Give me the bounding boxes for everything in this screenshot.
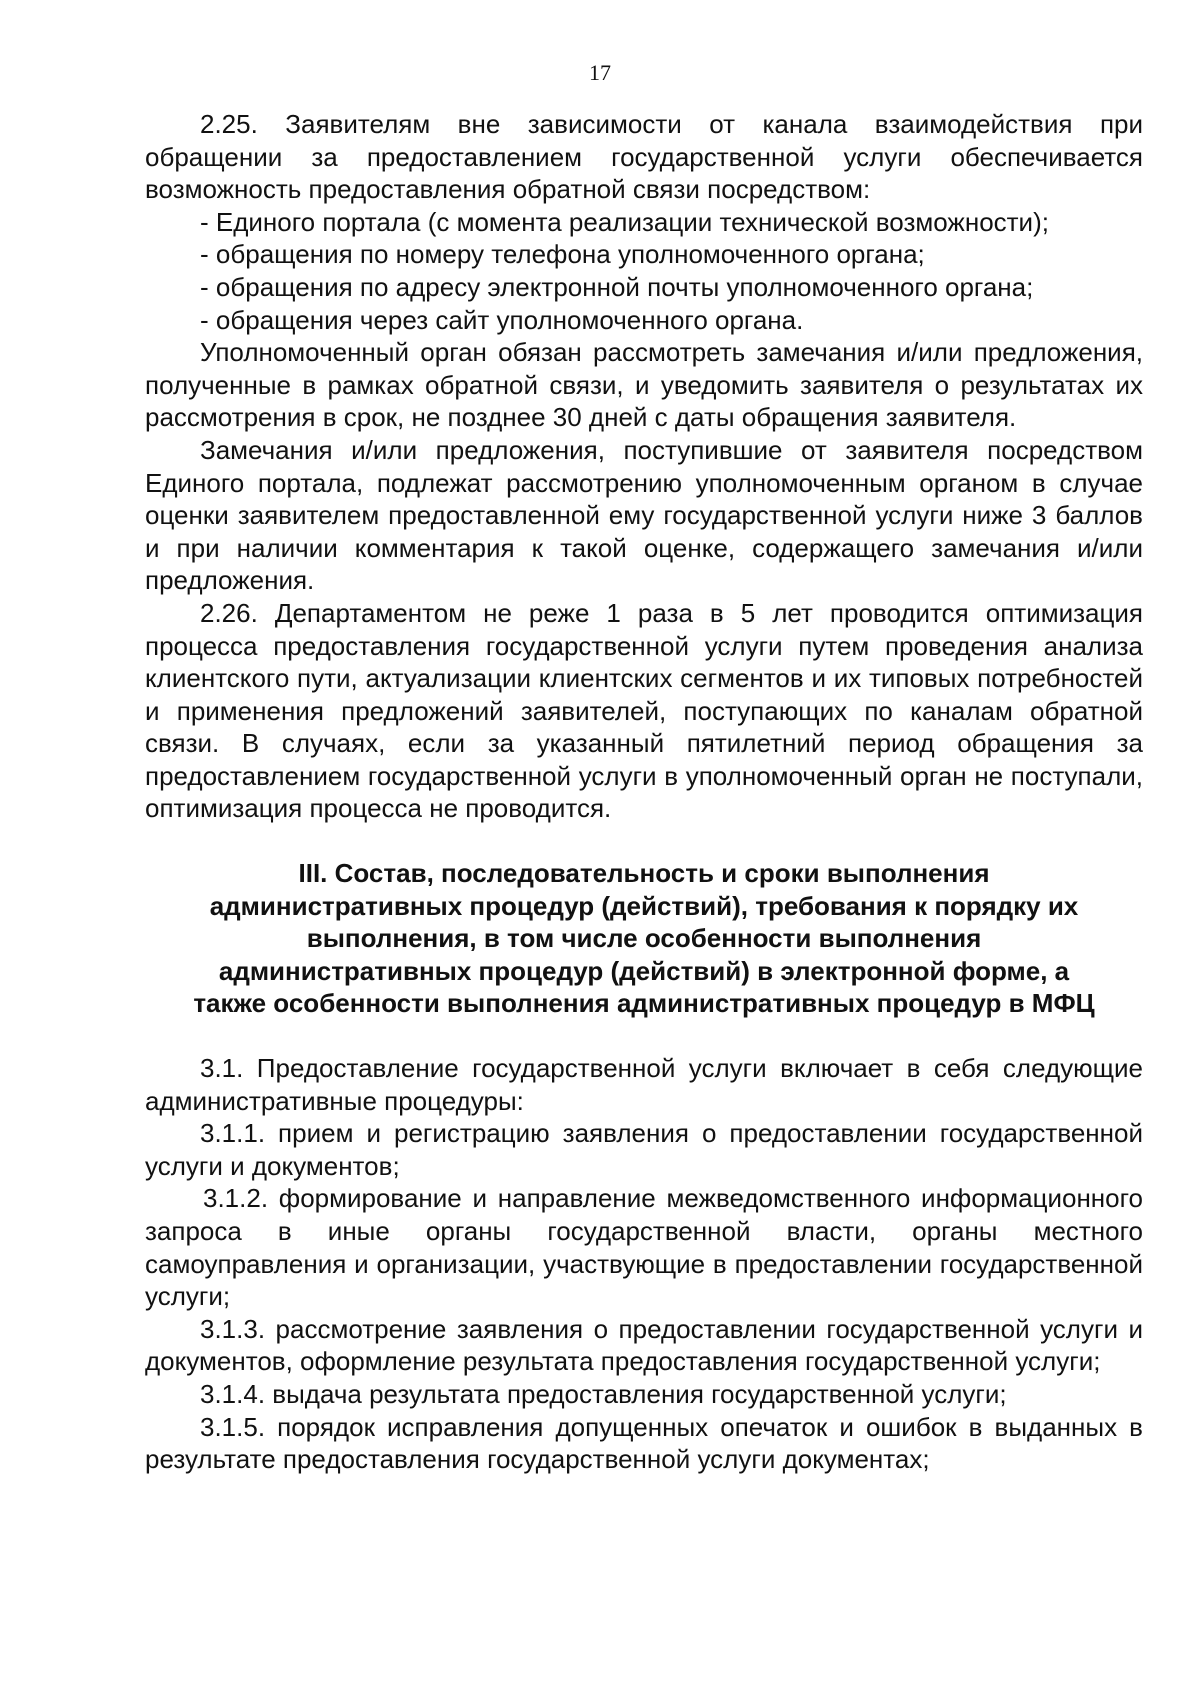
paragraph-3-1-3: 3.1.3. рассмотрение заявления о предоставлении государственной услуги и документов, оформление результата предоставления государственной услуги; [145,1313,1143,1377]
paragraph-2-26: 2.26. Департаментом не реже 1 раза в 5 лет проводится оптимизация процесса предоставления государственной услуги путем проведения анализа клиентского пути, актуализации клиентских сегментов и их типовых потребностей и применения предложений заявителей, поступающих по каналам обратной связи. В случаях, если за указанный пятилетний период обращения за предоставлением государственной услуги в уполномоченный орган не поступали, оптимизация процесса не проводится. [145,597,1143,824]
page-number: 17 [589,60,611,85]
paragraph-3-1-5: 3.1.5. порядок исправления допущенных опечаток и ошибок в выданных в результате предоставления государственной услуги документах; [145,1411,1143,1475]
list-item-phone: - обращения по номеру телефона уполномоченного органа; [200,239,925,270]
document-body [145,108,1143,1476]
paragraph-3-1-1: 3.1.1. прием и регистрацию заявления о предоставлении государственной услуги и документов; [145,1118,1143,1181]
section-heading: III. Состав, последовательность и сроки выполнения административных процедур (действий), требования к порядку их выполнения, в том числе особенности выполнения административных процедур (действий) в электронной форме, а также особенности выполнения административных процедур в МФЦ [193,858,1095,1019]
list-item-email: - обращения по адресу электронной почты уполномоченного органа; [200,271,1034,302]
paragraph-2-25: 2.25. Заявителям вне зависимости от канала взаимодействия при обращении за предоставлением государственной услуги обеспечивается возможность предоставления обратной связи посредством: [145,109,1143,205]
paragraph-remarks: Замечания и/или предложения, поступившие от заявителя посредством Единого портала, подлежат рассмотрению уполномоченным органом в случае оценки заявителем предоставленной ему государственной услуги ниже 3 баллов и при наличии комментария к такой оценке, содержащего замечания и/или предложения. [145,434,1143,596]
paragraph-3-1-2: 3.1.2. формирование и направление межведомственного информационного запроса в иные органы государственной власти, органы местного самоуправления и организации, участвующие в предоставлении государственной услуги; [145,1183,1143,1312]
list-item-site: - обращения через сайт уполномоченного органа. [200,304,804,335]
paragraph-3-1-4: 3.1.4. выдача результата предоставления государственной услуги; [200,1378,1007,1409]
list-item-portal: - Единого портала (с момента реализации технической возможности); [200,206,1049,237]
paragraph-3-1: 3.1. Предоставление государственной услуги включает в себя следующие административные процедуры: [145,1053,1143,1116]
paragraph-authorized-body: Уполномоченный орган обязан рассмотреть замечания и/или предложения, полученные в рамках обратной связи, и уведомить заявителя о результатах их рассмотрения в срок, не позднее 30 дней с даты обращения заявителя. [145,337,1143,433]
